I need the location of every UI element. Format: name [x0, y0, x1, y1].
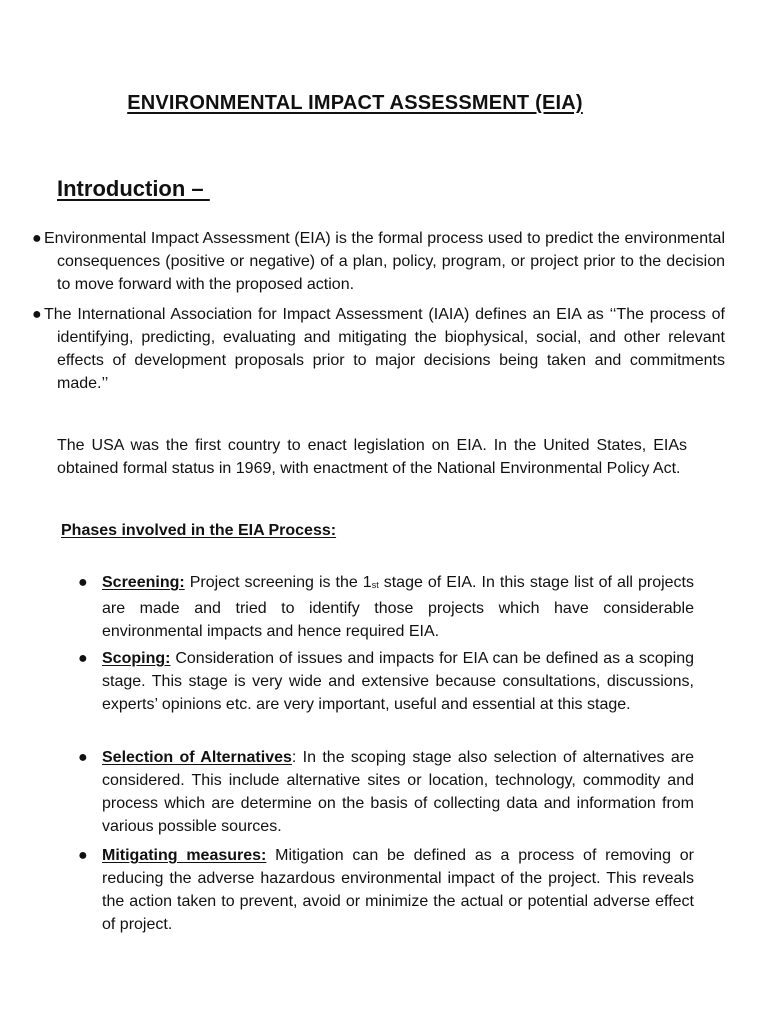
phase-text: Consideration of issues and impacts for EIA can be defined as a scoping stage. This stage is very wide and extensive because consultations, discussions, experts’ opinions etc. are very important, useful and essential at this stage. — [102, 650, 694, 713]
phases-heading: Phases involved in the EIA Process: — [61, 522, 337, 539]
document-title: ENVIRONMENTAL IMPACT ASSESSMENT (EIA) — [127, 92, 583, 114]
bullet-icon: ● — [32, 306, 42, 323]
intro-bullet-1-text: Environmental Impact Assessment (EIA) is the formal process used to predict the environmental consequences (positive or negative) of a plan, policy, program, or project prior to the decision to move forward with the proposed action. — [44, 230, 725, 293]
phase-text: : In the scoping stage also selection of alternatives are considered. This include alternative sites or location, technology, commodity and process which are determine on the basis of collecting data and information from various possible sources. — [102, 749, 695, 835]
intro-bullet-2 — [32, 303, 725, 395]
bullet-icon: ● — [32, 230, 42, 247]
introduction-heading: Introduction – — [57, 176, 210, 201]
bullet-icon: ● — [78, 847, 88, 864]
phase-mitigating-measures — [78, 844, 694, 936]
phase-scoping — [78, 647, 694, 716]
phase-screening — [78, 571, 695, 643]
phase-term: Screening: — [102, 574, 185, 591]
intro-bullet-1 — [32, 227, 725, 296]
phase-text: Mitigation can be defined as a process of removing or reducing the adverse hazardous environmental impact of the project. This reveals the action taken to prevent, avoid or minimize the actual or potential adverse effect of project. — [102, 847, 694, 933]
ordinal-suffix: st — [371, 580, 379, 590]
bullet-icon: ● — [78, 749, 88, 766]
phase-term: Scoping: — [102, 650, 171, 667]
bullet-icon: ● — [78, 574, 88, 591]
phase-term: Selection of Alternatives — [102, 749, 292, 766]
phase-text-continued: stage of EIA. In this stage list of all projects are made and tried to identify those projects which have considerable environmental impacts and hence required EIA. — [102, 574, 695, 640]
usa-paragraph: The USA was the first country to enact legislation on EIA. In the United States, EIAs obtained formal status in 1969, with enactment of the National Environmental Policy Act. — [57, 437, 687, 477]
bullet-icon: ● — [78, 650, 88, 667]
intro-bullet-2-text: The International Association for Impact Assessment (IAIA) defines an EIA as ‘‘The process of identifying, predicting, evaluating and mitigating the biophysical, social, and other relevant effects of development proposals prior to major decisions being taken and commitments made.’’ — [44, 306, 725, 392]
phase-term: Mitigating measures: — [102, 847, 267, 864]
phase-text: Project screening is the 1 — [184, 574, 372, 591]
phase-selection-of-alternatives — [78, 746, 695, 838]
